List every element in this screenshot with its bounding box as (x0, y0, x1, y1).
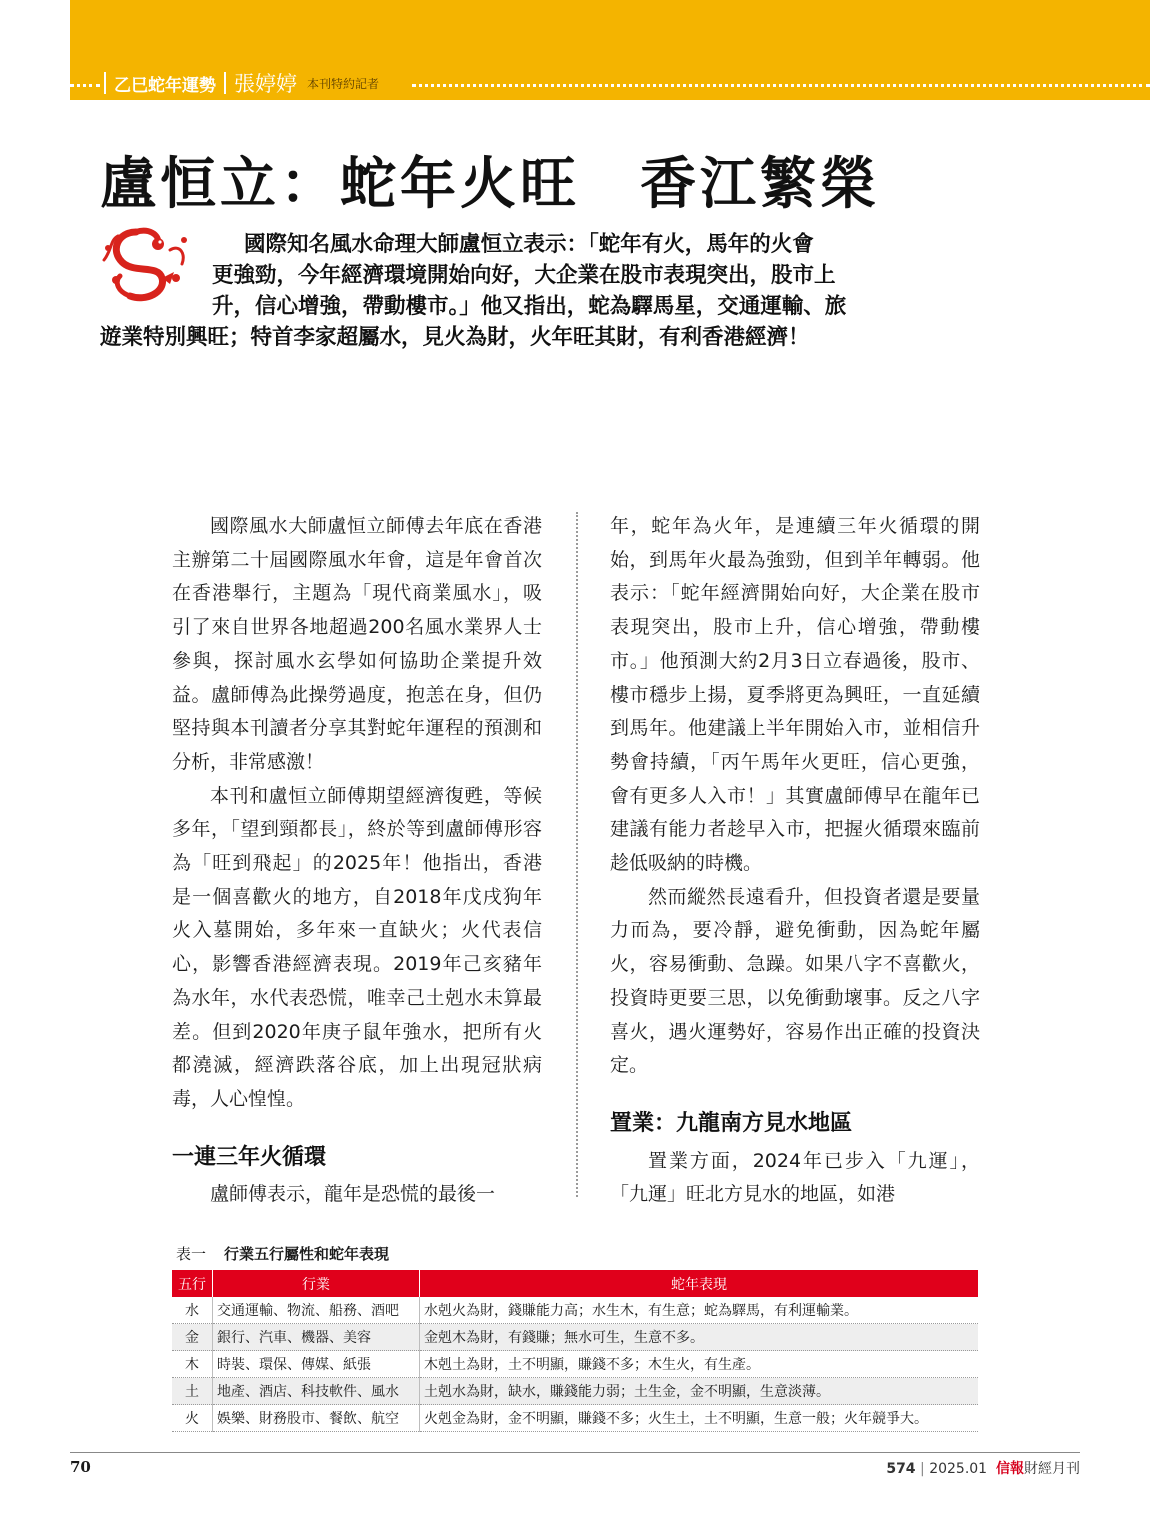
article-title: 盧恒立：蛇年火旺 香江繁榮 (100, 152, 880, 217)
performance-cell: 土剋水為財，缺水，賺錢能力弱；土生金，金不明顯，生意淡薄。 (420, 1378, 979, 1405)
header-bar (224, 72, 226, 94)
paragraph: 本刊和盧恒立師傅期望經濟復甦，等候多年，「望到頸都長」，終於等到盧師傅形容為「旺到飛起」的2025年！他指出，香港是一個喜歡火的地方，自2018年戊戌狗年火入墓開始，多年來一直缺火；火代表信心，影響香港經濟表現。2019年己亥豬年為水年，水代表恐慌，唯幸己土剋水未算最差。但到2020年庚子鼠年強水，把所有火都澆滅，經濟跌落谷底，加上出現冠狀病毒，人心惶惶。 (172, 784, 542, 1110)
snake-paper-cut-icon (96, 220, 194, 310)
industry-cell: 娛樂、財務股市、餐飲、航空 (213, 1405, 420, 1432)
table-row (172, 1351, 978, 1378)
performance-cell: 金剋木為財，有錢賺；無水可生，生意不多。 (420, 1324, 979, 1351)
element-cell: 火 (172, 1405, 213, 1432)
industry-cell: 交通運輸、物流、船務、酒吧 (213, 1297, 420, 1324)
header-dots-left (70, 84, 100, 87)
paragraph: 年，蛇年為火年，是連續三年火循環的開始，到馬年火最為強勁，但到羊年轉弱。他表示：「蛇年經濟開始向好，大企業在股市表現突出，股市上升，信心增強，帶動樓市。」他預測大約2月3日立春過後，股市、樓市穩步上揚，夏季將更為興旺，一直延續到馬年。他建議上半年開始入市，並相信升勢會持續，「丙午馬年火更旺，信心更強，會有更多人入市！」其實盧師傅早在龍年已建議有能力者趁早入市，把握火循環來臨前趁低吸納的時機。 (610, 515, 980, 875)
page-number: 70 (70, 1458, 91, 1476)
table-label: 表一 (176, 1245, 207, 1263)
element-cell: 木 (172, 1351, 213, 1378)
table-row (172, 1405, 978, 1432)
performance-cell: 火剋金為財，金不明顯，賺錢不多；火生土，土不明顯，生意一般；火年競爭大。 (420, 1405, 979, 1432)
table-caption (176, 1243, 389, 1264)
lead-line: 升，信心增強，帶動樓市。」他又指出，蛇為驛馬星，交通運輸、旅 (212, 294, 847, 319)
subheading: 置業：九龍南方見水地區 (610, 1110, 853, 1136)
paragraph: 置業方面，2024年已步入「九運」，「九運」旺北方見水的地區，如港 (610, 1149, 980, 1206)
paragraph: 國際風水大師盧恒立師傅去年底在香港主辦第二十屆國際風水年會，這是年會首次在香港舉行，主題為「現代商業風水」，吸引了來自世界各地超過200名風水業界人士參與，探討風水玄學如何協助企業提升效益。盧師傅為此操勞過度，抱恙在身，但仍堅持與本刊讀者分享其對蛇年運程的預測和分析，非常感激！ (172, 515, 542, 773)
issue-number: 574 (886, 1461, 916, 1477)
lead-line: 國際知名風水命理大師盧恒立表示：「蛇年有火，馬年的火會 (244, 232, 814, 257)
magazine-name: 財經月刊 (1024, 1461, 1080, 1477)
column-header: 蛇年表現 (420, 1270, 979, 1297)
author-role: 本刊特約記者 (307, 76, 380, 91)
table-title: 行業五行屬性和蛇年表現 (224, 1245, 390, 1263)
author-name: 張婷婷 (234, 72, 297, 96)
table-row (172, 1297, 978, 1324)
performance-cell: 木剋土為財，土不明顯，賺錢不多；木生火，有生產。 (420, 1351, 979, 1378)
lead-line: 遊業特別興旺；特首李家超屬水，見火為財，火年旺其財，有利香港經濟！ (100, 325, 810, 350)
element-cell: 水 (172, 1297, 213, 1324)
column-header: 五行 (172, 1270, 213, 1297)
table-row (172, 1324, 978, 1351)
column-divider (576, 512, 578, 1197)
industry-cell: 銀行、汽車、機器、美容 (213, 1324, 420, 1351)
header-dots-right (412, 84, 1150, 87)
header-bar (104, 72, 106, 94)
table-row (172, 1378, 978, 1405)
magazine-footer (886, 1458, 1080, 1478)
lead-line: 更強勁，今年經濟環境開始向好，大企業在股市表現突出，股市上 (212, 263, 836, 288)
right-column (610, 510, 980, 1212)
industry-table (172, 1270, 978, 1432)
footer-rule (70, 1452, 1080, 1453)
element-cell: 金 (172, 1324, 213, 1351)
table-header-row (172, 1270, 978, 1297)
brand-name: 信報 (996, 1461, 1024, 1477)
footer-separator: | (920, 1461, 925, 1477)
industry-cell: 地產、酒店、科技軟件、風水 (213, 1378, 420, 1405)
paragraph: 盧師傅表示，龍年是恐慌的最後一 (210, 1183, 496, 1206)
element-cell: 土 (172, 1378, 213, 1405)
left-column (172, 510, 542, 1212)
section-label: 乙巳蛇年運勢 (114, 75, 216, 96)
column-header: 行業 (213, 1270, 420, 1297)
paragraph: 然而縱然長遠看升，但投資者還是要量力而為，要冷靜，避免衝動，因為蛇年屬火，容易衝動、急躁。如果八字不喜歡火，投資時更要三思，以免衝動壞事。反之八字喜火，遇火運勢好，容易作出正確的投資決定。 (610, 885, 980, 1077)
header-strip (104, 68, 379, 98)
performance-cell: 水剋火為財，錢賺能力高；水生木，有生意；蛇為驛馬，有利運輸業。 (420, 1297, 979, 1324)
industry-cell: 時裝、環保、傳媒、紙張 (213, 1351, 420, 1378)
issue-date: 2025.01 (929, 1461, 988, 1477)
subheading: 一連三年火循環 (172, 1144, 327, 1170)
